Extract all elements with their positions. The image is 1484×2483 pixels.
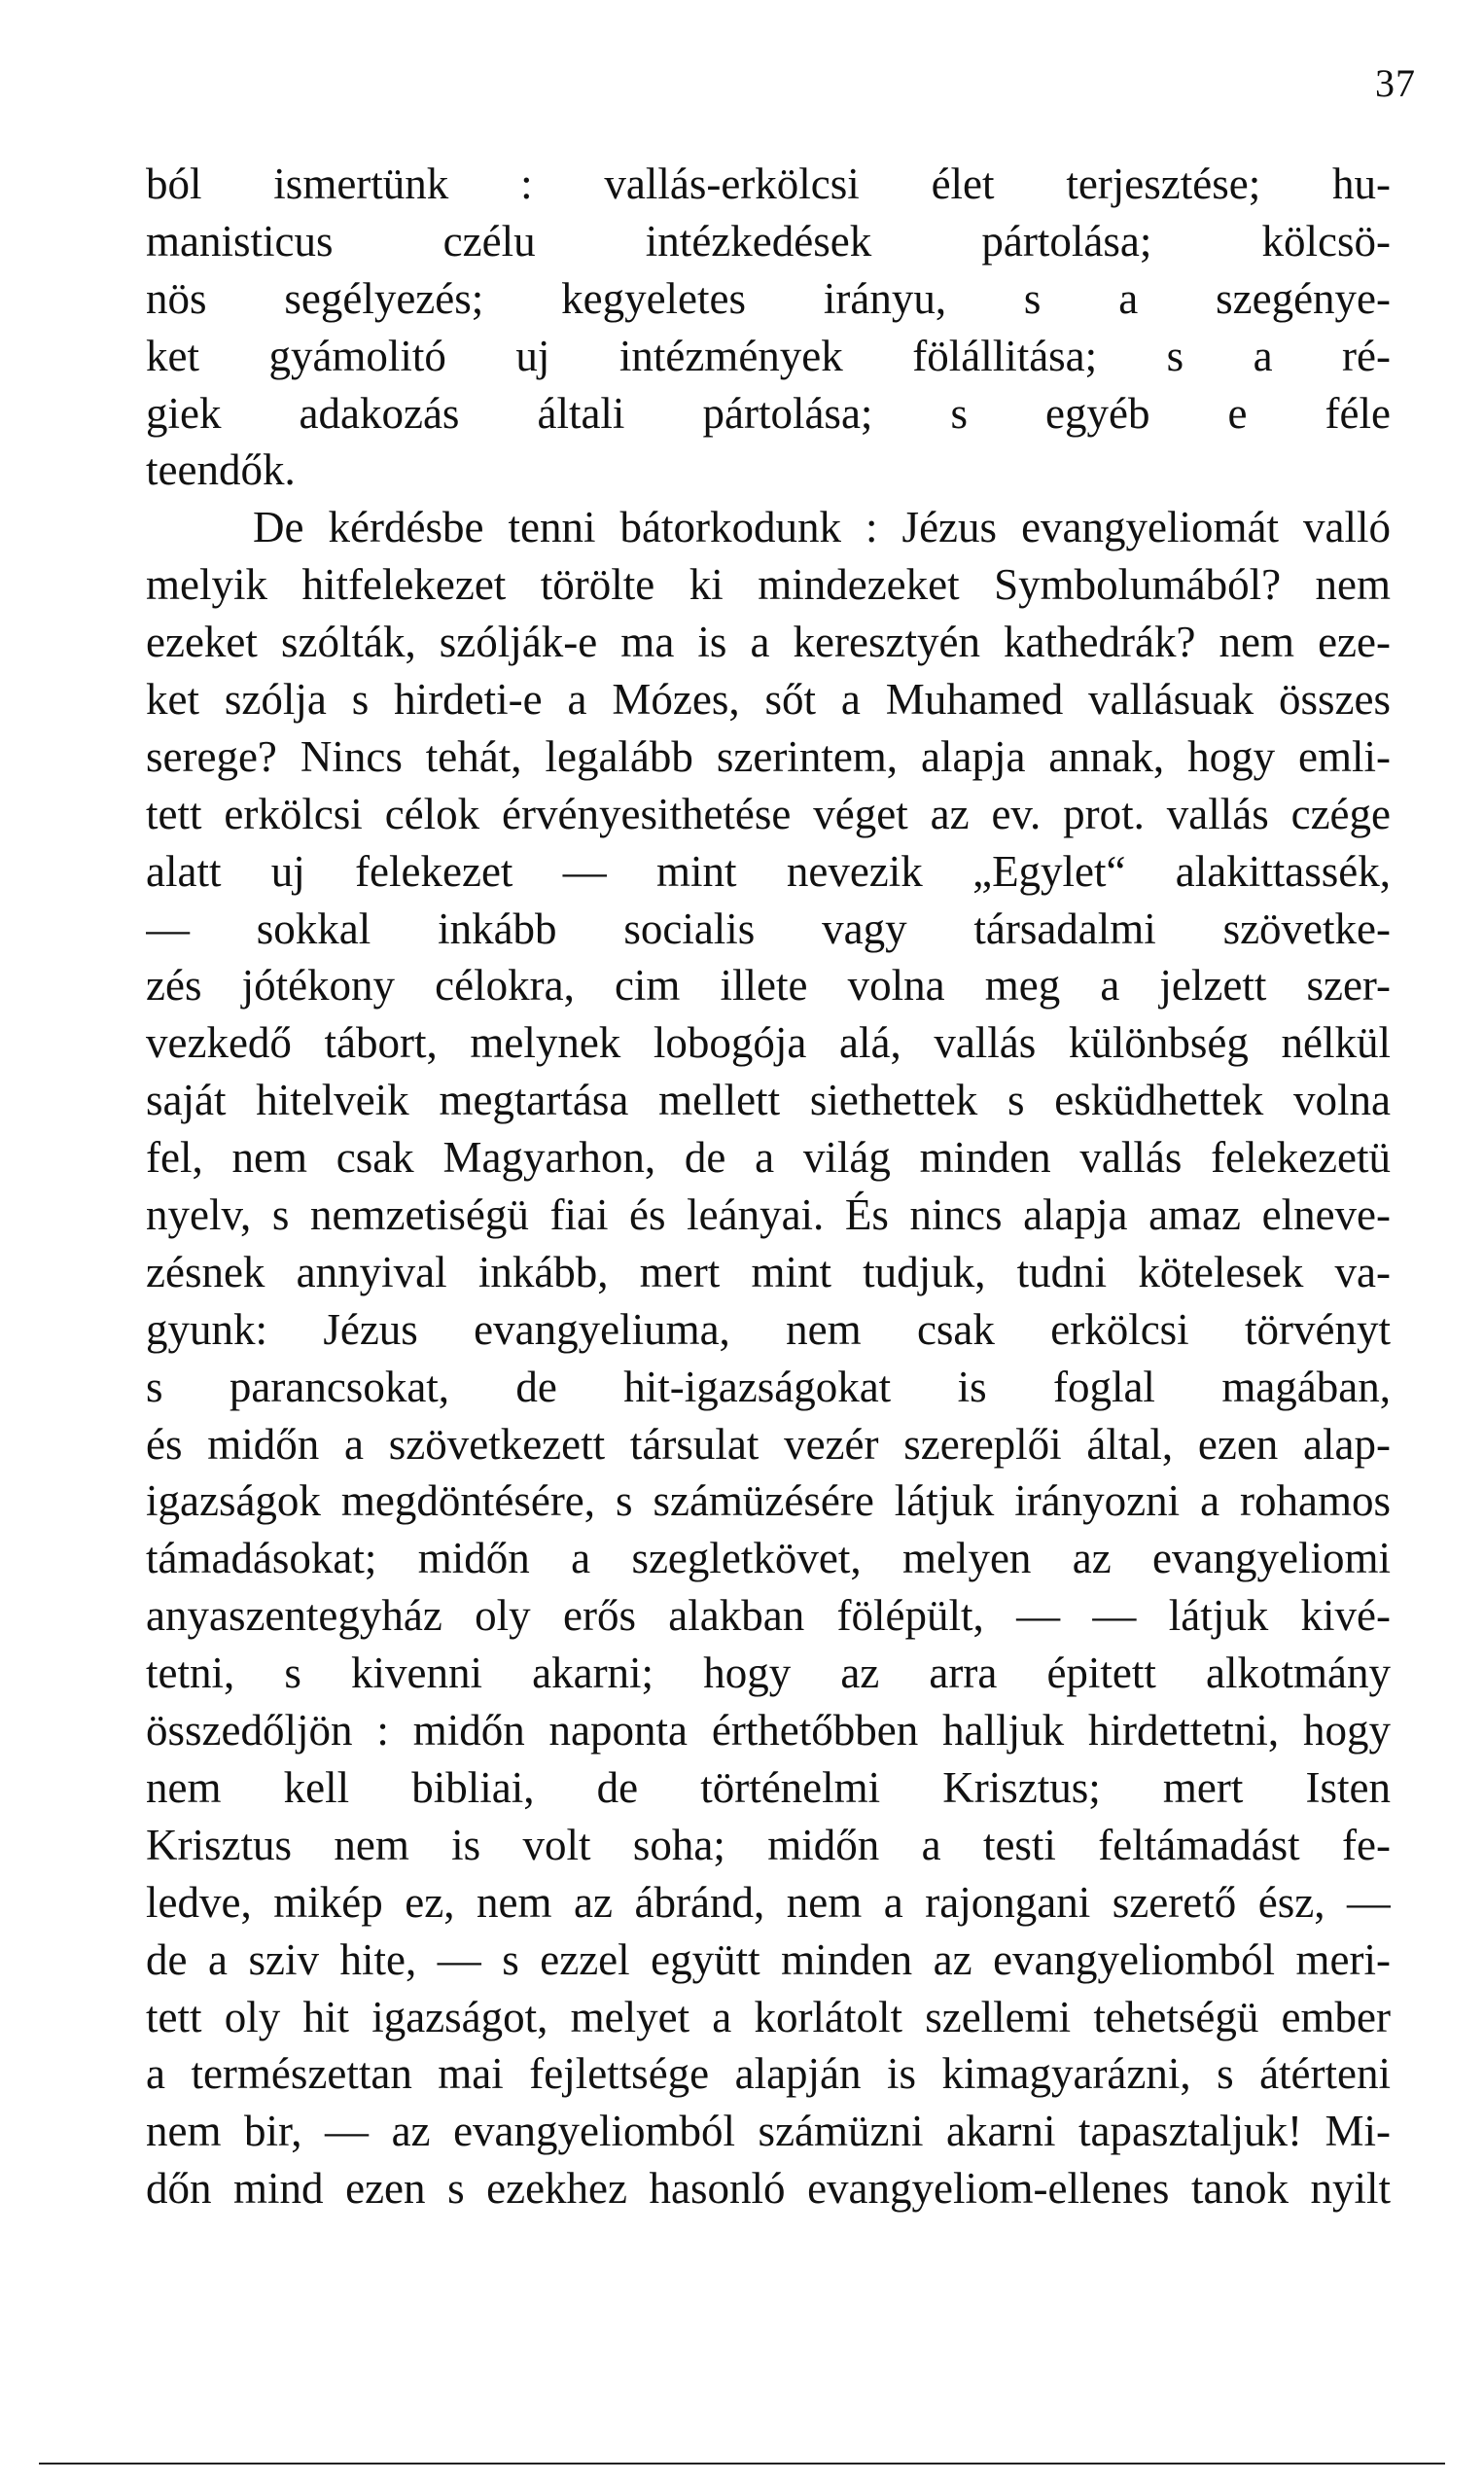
- text-line: ket szólja s hirdeti-e a Mózes, sőt a Muhamed vallásuak összes: [146, 675, 1391, 725]
- text-line: gyunk: Jézus evangyeliuma, nem csak erkölcsi törvényt: [146, 1304, 1391, 1354]
- text-line: ledve, mikép ez, nem az ábránd, nem a rajongani szerető ész, —: [146, 1877, 1391, 1927]
- text-line: manisticus czélu intézkedések pártolása; kölcsö-: [146, 216, 1391, 266]
- text-line: dőn mind ezen s ezekhez hasonló evangyeliom-ellenes tanok nyilt: [146, 2164, 1391, 2214]
- text-line: teendők.: [146, 445, 296, 495]
- text-line: támadásokat; midőn a szegletkövet, melyen az evangyeliomi: [146, 1534, 1391, 1583]
- page-number: 37: [1375, 61, 1416, 105]
- text-line: nös segélyezés; kegyeletes irányu, s a szegénye-: [146, 273, 1391, 323]
- text-line: tett erkölcsi célok érvényesithetése véget az ev. prot. vallás czége: [146, 789, 1391, 838]
- text-line: Krisztus nem is volt soha; midőn a testi feltámadást fe-: [146, 1820, 1391, 1869]
- text-body: [146, 156, 1391, 2217]
- text-line: s parancsokat, de hit-igazságokat is foglal magában,: [146, 1362, 1391, 1411]
- text-line: nyelv, s nemzetiségü fiai és leányai. És nincs alapja amaz elneve-: [146, 1190, 1391, 1240]
- text-line: és midőn a szövetkezett társulat vezér szereplői által, ezen alap-: [146, 1419, 1391, 1469]
- text-line: zésnek annyival inkább, mert mint tudjuk, tudni kötelesek va-: [146, 1247, 1391, 1296]
- text-line: giek adakozás általi pártolása; s egyéb e féle: [146, 388, 1391, 438]
- text-line: nem bir, — az evangyeliomból számüzni akarni tapasztaljuk! Mi-: [146, 2107, 1391, 2156]
- text-line: De kérdésbe tenni bátorkodunk : Jézus evangyeliomát valló: [253, 503, 1391, 552]
- text-line: fel, nem csak Magyarhon, de a világ minden vallás felekezetü: [146, 1133, 1391, 1183]
- text-line: tett oly hit igazságot, melyet a korlátolt szellemi tehetségü ember: [146, 1992, 1391, 2041]
- text-line: de a sziv hite, — s ezzel együtt minden az evangyeliomból meri-: [146, 1934, 1391, 1984]
- text-line: összedőljön : midőn naponta érthetőbben halljuk hirdettetni, hogy: [146, 1706, 1391, 1756]
- text-line: — sokkal inkább socialis vagy társadalmi szövetke-: [146, 904, 1391, 953]
- text-line: tetni, s kivenni akarni; hogy az arra épitett alkotmány: [146, 1649, 1391, 1698]
- text-line: igazságok megdöntésére, s számüzésére látjuk irányozni a rohamos: [146, 1476, 1391, 1526]
- text-line: saját hitelveik megtartása mellett siethettek s esküdhettek volna: [146, 1076, 1391, 1125]
- text-line: ezeket szólták, szólják-e ma is a keresztyén kathedrák? nem eze-: [146, 618, 1391, 667]
- text-line: a természettan mai fejlettsége alapján is kimagyarázni, s átérteni: [146, 2049, 1391, 2099]
- text-line: serege? Nincs tehát, legalább szerintem, alapja annak, hogy emli-: [146, 731, 1391, 781]
- text-line: nem kell bibliai, de történelmi Krisztus; mert Isten: [146, 1762, 1391, 1812]
- text-line: ket gyámolitó uj intézmények fölállitása; s a ré-: [146, 331, 1391, 380]
- text-line: zés jótékony célokra, cim illete volna meg a jelzett szer-: [146, 961, 1391, 1011]
- text-line: anyaszentegyház oly erős alakban fölépült, — — látjuk kivé-: [146, 1591, 1391, 1641]
- text-line: melyik hitfelekezet törölte ki mindezeket Symbolumából? nem: [146, 560, 1391, 610]
- bottom-rule: [39, 2463, 1445, 2465]
- text-line: vezkedő tábort, melynek lobogója alá, vallás különbség nélkül: [146, 1018, 1391, 1068]
- text-line: alatt uj felekezet — mint nevezik „Egylet“ alakittassék,: [146, 846, 1391, 896]
- text-line: ból ismertünk : vallás-erkölcsi élet terjesztése; hu-: [146, 160, 1391, 208]
